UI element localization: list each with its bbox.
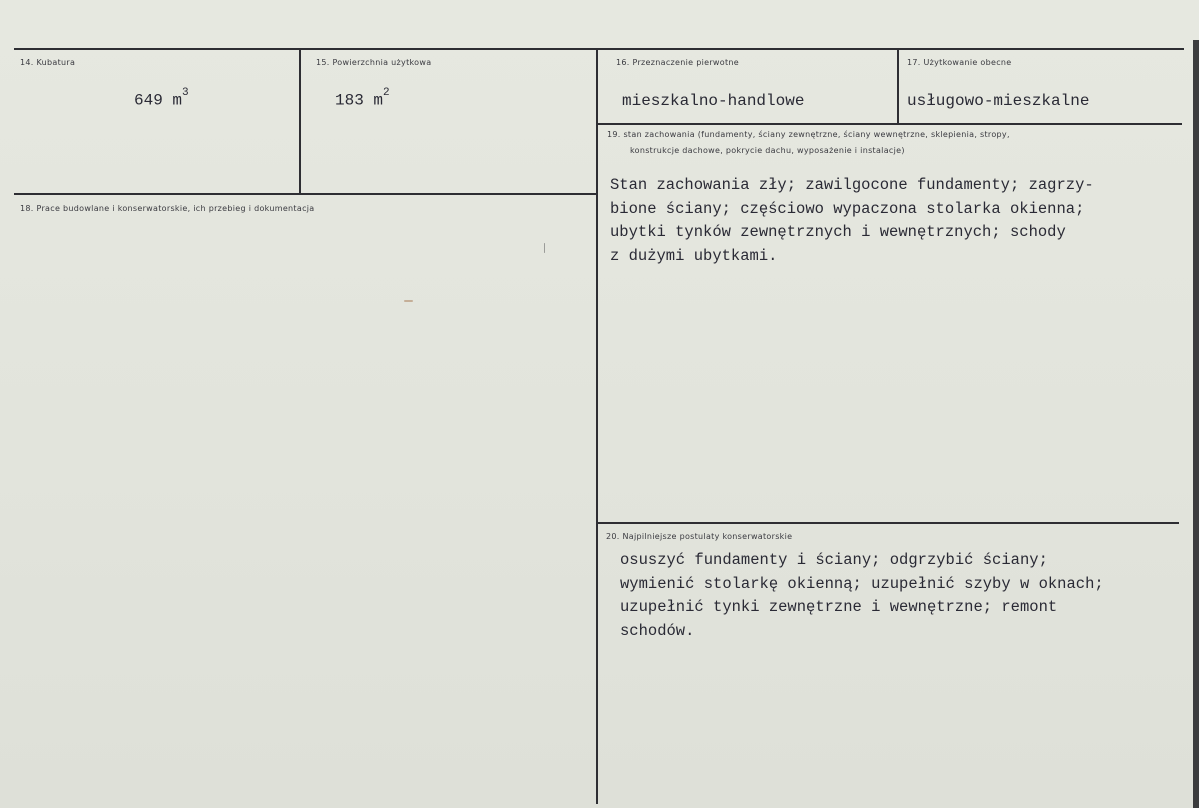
field-19-line: ubytki tynków zewnętrznych i wewnętrznych; schody: [610, 223, 1066, 241]
stain-mark: [404, 300, 413, 302]
field-16-value: mieszkalno-handlowe: [622, 92, 805, 110]
field-15-value: [335, 87, 390, 110]
field-14-value: [134, 87, 189, 110]
field-20-line: wymienić stolarkę okienną; uzupełnić szyby w oknach;: [620, 574, 1104, 593]
field-19-line: z dużymi ubytkami.: [610, 246, 778, 265]
field-19-line: bione ściany; częściowo wypaczona stolarka okienna;: [610, 199, 1085, 218]
card-edge: [1193, 40, 1199, 808]
top-rule: [14, 48, 1184, 50]
divider-14-15: [299, 48, 301, 195]
field-20-line: uzupełnić tynki zewnętrzne i wewnętrzne; remont: [620, 598, 1058, 616]
area-unit-exponent: 2: [383, 87, 390, 99]
field-20-line: schodów.: [620, 621, 695, 640]
pencil-mark: [544, 243, 545, 253]
field-19-label-line1: 19. stan zachowania (fundamenty, ściany zewnętrzne, ściany wewnętrzne, sklepienia, stropy,: [607, 130, 1010, 139]
field-20-text: [620, 549, 1104, 643]
area-value: 183 m: [335, 91, 384, 110]
field-19-label-line2: konstrukcje dachowe, pokrycie dachu, wyposażenie i instalacje): [630, 146, 905, 155]
field-16-label: 16. Przeznaczenie pierwotne: [616, 58, 739, 67]
field-15-label: 15. Powierzchnia użytkowa: [316, 58, 432, 67]
field-20-label: 20. Najpilniejsze postulaty konserwatorskie: [606, 532, 793, 541]
field-19-text: [610, 174, 1094, 268]
rule-under-16-17: [597, 123, 1182, 125]
rule-under-14-15: [14, 193, 598, 195]
volume-value: 649 m: [134, 91, 183, 110]
center-divider: [596, 48, 598, 804]
field-18-label: 18. Prace budowlane i konserwatorskie, ich przebieg i dokumentacja: [20, 204, 315, 213]
divider-16-17: [897, 48, 899, 124]
rule-above-20: [597, 522, 1179, 524]
field-19-line: Stan zachowania zły; zawilgocone fundamenty; zagrzy-: [610, 176, 1094, 194]
field-17-label: 17. Użytkowanie obecne: [907, 58, 1012, 67]
volume-unit-exponent: 3: [182, 87, 189, 99]
field-20-line: osuszyć fundamenty i ściany; odgrzybić ściany;: [620, 551, 1048, 569]
field-14-label: 14. Kubatura: [20, 58, 76, 67]
field-17-value: usługowo-mieszkalne: [907, 92, 1090, 110]
